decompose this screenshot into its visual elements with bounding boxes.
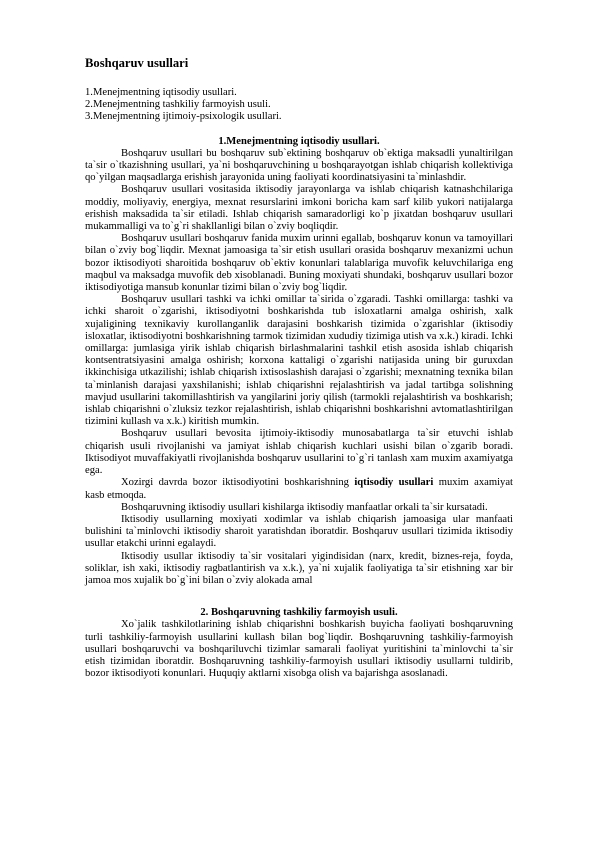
paragraph: Boshqaruv usullari vositasida iktisodiy jarayonlarga va ishlab chiqarish katnashchilariga moddiy, moliyaviy, energiya, mexnat resurslarini imkoni boricha kam sarf kilib yukori natijalarga erishish maksadida ta`sir etiladi. Ishlab chiqarish samaradorligi ko`p jixatdan boshqaruv usullari mukammalligi va to`g`ri shakllanligi bilan o`zviy boqliqdir.: [85, 184, 513, 233]
paragraph: Boshqaruvning iktisodiy usullari kishilarga iktisodiy manfaatlar orkali ta`sir kursatadi.: [121, 501, 488, 513]
paragraph-text: Xozirgi davrda bozor iktisodiyotini boshkarishning: [121, 477, 355, 489]
paragraph: Xo`jalik tashkilotlarining ishlab chiqarishni boshkarish buyicha faoliyati boshqaruvning turli tashkiliy-farmoyish usullarini kullash bilan bog`liqdir. Boshqaruvning tashkiliy-farmoyish usullari boshqaruvchi va boshqariluvchi tizimlar samarali faoliyat yuritishini ta`minlovchi ta`sir etish tizimidan iboratdir. Boshqaruvning tashkiliy-farmoyish usullari iktisodiy usullarni tuldirib, bozor iktisodiyoti konunlari. Huquqiy aktlarni xisobga olish va bajarishga asoslanadi.: [85, 619, 513, 680]
paragraph: Iktisodiy usullarning moxiyati xodimlar va ishlab chiqarish jamoasiga ular manfaati bulishini ta`minlovchi iktisodiy sharoit yaratishdan iboratdir. Boshqaruv usullari tizimida iktisodiy usullar etakchi urinni egalaydi.: [85, 513, 513, 550]
table-of-contents: [85, 87, 513, 124]
document-title: Boshqaruv usullari: [85, 56, 189, 70]
toc-item: 2.Menejmentning tashkiliy farmoyish usuli.: [85, 99, 271, 111]
paragraph: Boshqaruv usullari bu boshqaruv sub`ektining boshqaruv ob`ektiga maksadli yunaltirilgan ta`sir o`tkazishning usullari, ya`ni boshqaruvchining u boshqarayotgan ishlab chiqarish kollektiviga qo`yilgan maqsadlarga erishish jarayonida uning faoliyati koordinatsiyasini ta`minlashdir.: [85, 147, 513, 184]
section-heading: 2. Boshqaruvning tashkiliy farmoyish usuli.: [200, 607, 398, 619]
paragraph: Boshqaruv usullari boshqaruv fanida muxim urinni egallab, boshqaruv konun va tamoyillari bilan o`zviy bog`liqdir. Mexnat jamoasiga ta`sir etish usullari orasida boshqaruv mexanizmi uchun bozor iktisodiyoti sharoitida boshqaruv ob`ektiv konunlari talablariga muvofik keluvchilariga eng maqbul va maksadga muvofik deb xisoblanadi. Buning moxiyati shundaki, boshqaruv usullari bozor iktisodiyotiga mansub konunlar tizimi bilan o`zviy bog`liqdir.: [85, 233, 513, 294]
toc-item: 3.Menejmentning ijtimoiy-psixologik usullari.: [85, 111, 282, 123]
section-heading: 1.Menejmentning iqtisodiy usullari.: [218, 135, 380, 147]
toc-item: 1.Menejmentning iqtisodiy usullari.: [85, 87, 237, 98]
document-page: [85, 56, 513, 680]
bold-term: iqtisodiy usullari: [354, 477, 434, 489]
paragraph: [85, 477, 513, 501]
paragraph: Boshqaruv usullari tashki va ichki omillar ta`sirida o`zgaradi. Tashki omillarga: tashki va ichki sharoit o`zgarishi, iktisodiyotni boshkarishda tub isloxatlarni amalga oshirish, xalk xujaligining texnikaviy kurollanganlik darajasini boshkarish tizimida o`zgarishlar (iktisodiy isloxatlar, iktisodiyotni boshkarishning tarmok tizimidan xududiy tizimiga utish va x.k.) kiradi. Ichki omillarga: jumlasiga yirik ishlab chiqarish birlashmalarini tashkil etish asosida ishlab chiqarish kontsentratsiyasini amalga oshirish; korxona kattaligi o`zgarishi natijasida uning bir guruxdan ikkinchisiga utkazilishi; ishlab chiqarish ixtisoslashish darajasi o`zgarishi; mexnatning texnika bilan ta`minlanish darajasi yaxshilanishi; ishlab chiqarishni rejalashtirish va jadal tartibga solishning mavjud usullarini takomillashtirish va yangilarini joriy qilish (tarmokli rejalashtirish va boshkarish; ishlab chiqarishni o`zluksiz tezkor rejalashtirish, ishlab chiqarishni boshkarishni avtomatlashtirilgan tizimini kullash va x.k.) kiritish mumkin.: [85, 294, 513, 428]
paragraph: Iktisodiy usullar iktisodiy ta`sir vositalari yigindisidan (narx, kredit, biznes-reja, foyda, soliklar, ish xaki, iktisodiy ragbatlantirish va x.k.), ya`ni xujalik faoliyatiga ta`sir etishning xar bir jamoa mos xujalik bo`g`ini bilan o`zviy alokada amal: [85, 550, 513, 586]
paragraph-text: muxim axamiyat kasb etmoqda.: [85, 477, 513, 501]
paragraph: Boshqaruv usullari bevosita ijtimoiy-iktisodiy munosabatlarga ta`sir etuvchi ishlab chiqarish usuli rivojlanishi va jamiyat ishlab chiqarish kuchlari usishi bilan o`zgarib boradi. Iktisodiyot muvaffakiyatli rivojlanishda boshqaruv usullarini to`g`ri tanlash xam muxim axamiyatga ega.: [85, 428, 513, 477]
